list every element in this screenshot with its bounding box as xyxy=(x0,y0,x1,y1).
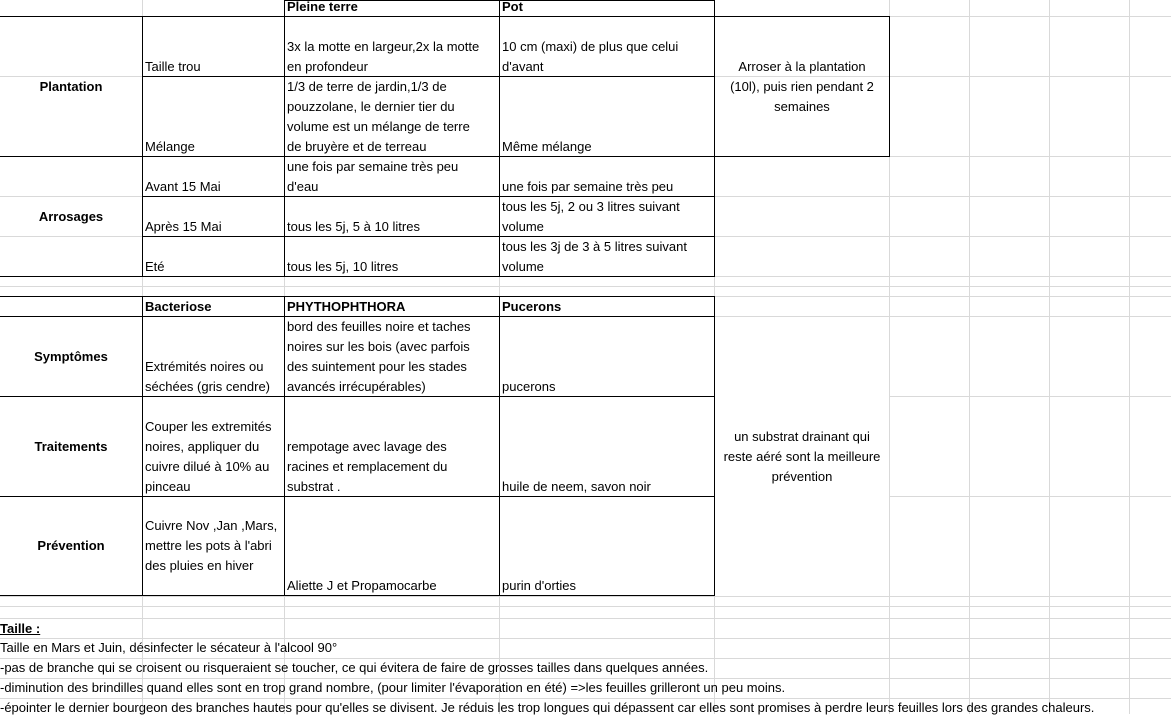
header-pot: Pot xyxy=(502,0,523,14)
cell-apres-pot: tous les 5j, 2 ou 3 litres suivant volume xyxy=(502,199,680,234)
cell-traitements-phytophthora: rempotage avec lavage des racines et remplacement du substrat . xyxy=(287,439,448,494)
cell-taille-trou-pot: 10 cm (maxi) de plus que celui d'avant xyxy=(502,39,679,74)
cell-taille-trou-pleine-terre: 3x la motte en largeur,2x la motte en profondeur xyxy=(287,39,480,74)
cell-traitements-pucerons: huile de neem, savon noir xyxy=(502,479,651,494)
cell-melange-pleine-terre: 1/3 de terre de jardin,1/3 de pouzzolane, le dernier tier du volume est un mélange de terre de bruyère et de terreau xyxy=(287,79,470,154)
cell-apres-pleine-terre: tous les 5j, 5 à 10 litres xyxy=(287,219,420,234)
sub-label-ete: Eté xyxy=(145,259,165,274)
prevention-note: un substrat drainant qui reste aéré sont la meilleure prévention xyxy=(715,317,889,596)
plantation-note: Arroser à la plantation (10l), puis rien pendant 2 semaines xyxy=(730,58,874,114)
cell-symptomes-phytophthora: bord des feuilles noire et taches noires sur les bois (avec parfois des suintement pour les stades avancés irrécupérables) xyxy=(287,319,471,394)
sub-label-melange: Mélange xyxy=(145,139,195,154)
row-label-plantation: Plantation xyxy=(39,78,103,94)
taille-line-3: -diminution des brindilles quand elles sont en trop grand nombre, (pour limiter l'évaporation en été) =>les feuilles grilleront un peu moins. xyxy=(0,680,786,695)
row-label-traitements: Traitements xyxy=(34,438,108,454)
row-label-prevention: Prévention xyxy=(37,538,105,553)
header-pleine-terre: Pleine terre xyxy=(287,0,358,14)
header-pucerons: Pucerons xyxy=(502,299,562,314)
cell-prevention-phytophthora: Aliette J et Propamocarbe xyxy=(287,578,437,593)
cell-melange-pot: Même mélange xyxy=(502,139,592,154)
cell-ete-pot: tous les 3j de 3 à 5 litres suivant volume xyxy=(502,239,687,274)
header-bacteriose: Bacteriose xyxy=(145,299,212,314)
border xyxy=(889,16,890,157)
cell-symptomes-bacteriose: Extrémités noires ou séchées (gris cendre) xyxy=(145,359,270,394)
taille-title: Taille : xyxy=(0,621,41,636)
sub-label-apres-15-mai: Après 15 Mai xyxy=(145,219,222,234)
cell-prevention-bacteriose: Cuivre Nov ,Jan ,Mars, mettre les pots à l'abri des pluies en hiver xyxy=(145,518,278,573)
cell-avant-pleine-terre: une fois par semaine très peu d'eau xyxy=(287,159,459,194)
row-label-arrosages: Arrosages xyxy=(38,208,104,224)
taille-line-2: -pas de branche qui se croisent ou risqueraient se toucher, ce qui évitera de faire de grosses tailles dans quelques années. xyxy=(0,660,709,675)
taille-line-1: Taille en Mars et Juin, désinfecter le sécateur à l'alcool 90° xyxy=(0,640,338,655)
sub-label-taille-trou: Taille trou xyxy=(145,59,201,74)
taille-line-4: -épointer le dernier bourgeon des branches hautes pour qu'elles se divisent. Je réduis les trop longues qui dépassent car elles sont promises à perdre leurs feuilles lors des grandes chaleurs. xyxy=(0,700,1095,715)
cell-prevention-pucerons: purin d'orties xyxy=(502,578,577,593)
cell-ete-pleine-terre: tous les 5j, 10 litres xyxy=(287,259,399,274)
header-phytophthora: PHYTHOPHTHORA xyxy=(287,299,406,314)
cell-avant-pot: une fois par semaine très peu xyxy=(502,179,674,194)
cell-symptomes-pucerons: pucerons xyxy=(502,379,556,394)
row-label-symptomes: Symptômes xyxy=(34,348,108,364)
cell-traitements-bacteriose: Couper les extremités noires, appliquer du cuivre dilué à 10% au pinceau xyxy=(145,419,272,494)
border xyxy=(714,0,715,17)
sub-label-avant-15-mai: Avant 15 Mai xyxy=(145,179,221,194)
